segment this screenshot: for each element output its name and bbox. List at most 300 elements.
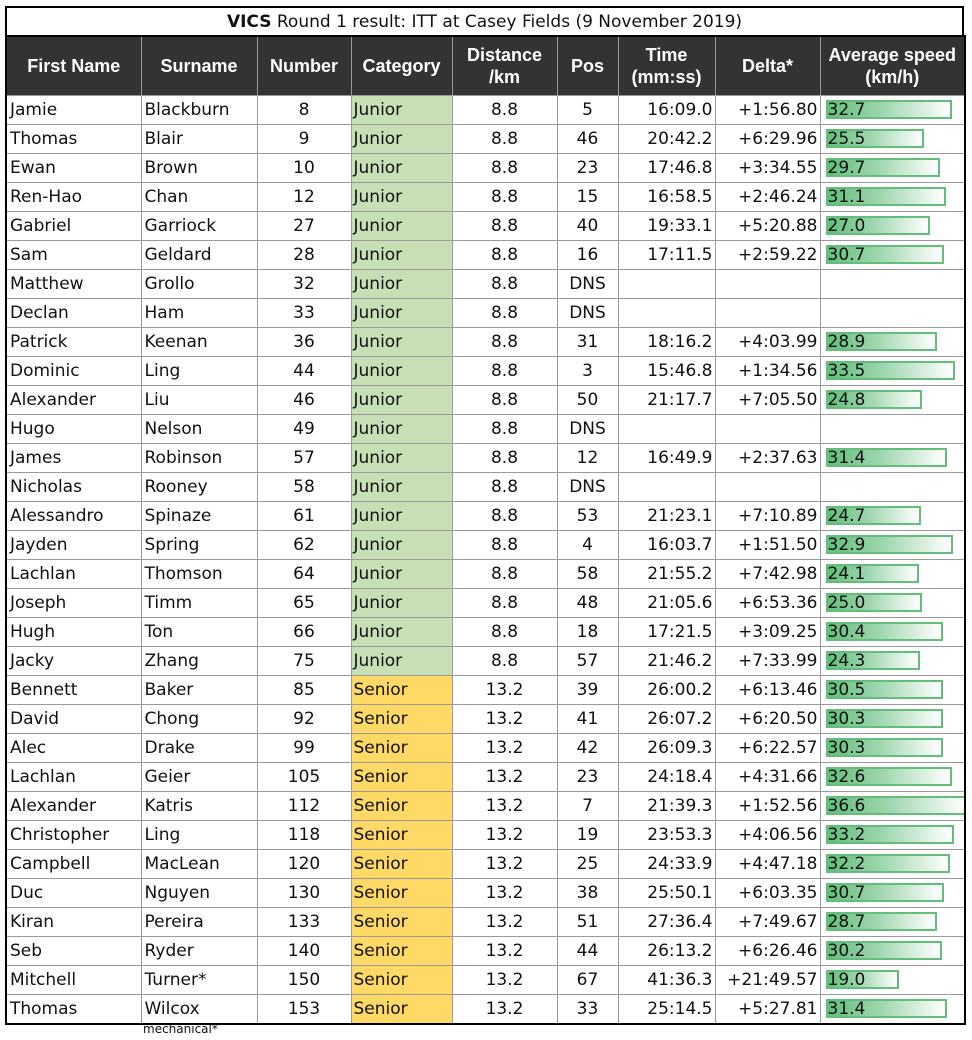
cell-time[interactable]: 16:49.9 — [618, 444, 715, 473]
header-surname[interactable]: Surname — [141, 36, 257, 96]
cell-average-speed[interactable] — [820, 299, 965, 328]
cell-distance[interactable]: 8.8 — [452, 357, 557, 386]
cell-delta[interactable] — [715, 299, 820, 328]
cell-delta[interactable]: +7:10.89 — [715, 502, 820, 531]
cell-time[interactable]: 16:03.7 — [618, 531, 715, 560]
cell-distance[interactable]: 13.2 — [452, 792, 557, 821]
cell-surname[interactable]: Baker — [141, 676, 257, 705]
cell-delta[interactable]: +5:20.88 — [715, 212, 820, 241]
cell-first-name[interactable]: Declan — [6, 299, 141, 328]
speed-databar-wrap — [826, 563, 965, 585]
cell-surname[interactable]: Geldard — [141, 241, 257, 270]
cell-pos[interactable]: DNS — [557, 415, 618, 444]
cell-first-name[interactable]: Christopher — [6, 821, 141, 850]
cell-category[interactable]: Junior — [351, 154, 452, 183]
cell-surname[interactable]: Ling — [141, 357, 257, 386]
cell-distance[interactable]: 8.8 — [452, 386, 557, 415]
cell-pos[interactable]: 53 — [557, 502, 618, 531]
cell-surname[interactable]: Garriock — [141, 212, 257, 241]
cell-category[interactable]: Senior — [351, 763, 452, 792]
cell-surname[interactable]: Wilcox — [141, 995, 257, 1025]
cell-time[interactable]: 21:46.2 — [618, 647, 715, 676]
cell-number[interactable]: 8 — [257, 96, 351, 125]
cell-time[interactable]: 15:46.8 — [618, 357, 715, 386]
cell-average-speed[interactable] — [820, 473, 965, 502]
cell-surname[interactable]: Nguyen — [141, 879, 257, 908]
cell-surname[interactable]: Blackburn — [141, 96, 257, 125]
cell-delta[interactable]: +6:26.46 — [715, 937, 820, 966]
cell-distance[interactable]: 8.8 — [452, 502, 557, 531]
cell-pos[interactable]: 4 — [557, 531, 618, 560]
cell-pos[interactable]: 41 — [557, 705, 618, 734]
cell-average-speed[interactable] — [820, 850, 965, 879]
cell-pos[interactable]: 58 — [557, 560, 618, 589]
cell-average-speed[interactable] — [820, 879, 965, 908]
cell-distance[interactable]: 13.2 — [452, 937, 557, 966]
cell-distance[interactable]: 8.8 — [452, 647, 557, 676]
cell-category[interactable]: Junior — [351, 183, 452, 212]
cell-first-name[interactable]: Thomas — [6, 125, 141, 154]
cell-distance[interactable]: 13.2 — [452, 705, 557, 734]
cell-number[interactable]: 57 — [257, 444, 351, 473]
cell-delta[interactable]: +4:47.18 — [715, 850, 820, 879]
cell-pos[interactable]: 19 — [557, 821, 618, 850]
header-delta[interactable]: Delta* — [715, 36, 820, 96]
table-row — [6, 96, 965, 125]
cell-time[interactable] — [618, 270, 715, 299]
cell-first-name[interactable]: Hugh — [6, 618, 141, 647]
cell-average-speed[interactable] — [820, 270, 965, 299]
cell-average-speed[interactable] — [820, 328, 965, 357]
cell-first-name[interactable]: Bennett — [6, 676, 141, 705]
cell-surname[interactable]: Thomson — [141, 560, 257, 589]
cell-number[interactable]: 33 — [257, 299, 351, 328]
cell-average-speed[interactable] — [820, 705, 965, 734]
cell-surname[interactable]: Chong — [141, 705, 257, 734]
cell-category[interactable]: Senior — [351, 879, 452, 908]
cell-average-speed[interactable] — [820, 212, 965, 241]
cell-pos[interactable]: 39 — [557, 676, 618, 705]
cell-average-speed[interactable] — [820, 96, 965, 125]
cell-distance[interactable]: 8.8 — [452, 589, 557, 618]
cell-number[interactable]: 153 — [257, 995, 351, 1025]
cell-number[interactable]: 75 — [257, 647, 351, 676]
cell-delta[interactable] — [715, 473, 820, 502]
cell-average-speed[interactable] — [820, 937, 965, 966]
cell-delta[interactable] — [715, 270, 820, 299]
cell-average-speed[interactable] — [820, 676, 965, 705]
cell-distance[interactable]: 8.8 — [452, 560, 557, 589]
cell-distance[interactable]: 8.8 — [452, 473, 557, 502]
cell-average-speed[interactable] — [820, 589, 965, 618]
cell-delta[interactable]: +5:27.81 — [715, 995, 820, 1025]
header-category[interactable]: Category — [351, 36, 452, 96]
cell-first-name[interactable]: Jacky — [6, 647, 141, 676]
cell-distance[interactable]: 8.8 — [452, 183, 557, 212]
cell-category[interactable]: Senior — [351, 995, 452, 1025]
cell-surname[interactable]: Turner* — [141, 966, 257, 995]
cell-time[interactable]: 16:58.5 — [618, 183, 715, 212]
header-pos[interactable]: Pos — [557, 36, 618, 96]
cell-pos[interactable]: DNS — [557, 270, 618, 299]
cell-distance[interactable]: 13.2 — [452, 908, 557, 937]
cell-average-speed[interactable] — [820, 763, 965, 792]
cell-first-name[interactable]: Lachlan — [6, 560, 141, 589]
cell-average-speed[interactable] — [820, 357, 965, 386]
cell-number[interactable]: 10 — [257, 154, 351, 183]
cell-pos[interactable]: 16 — [557, 241, 618, 270]
cell-first-name[interactable]: Lachlan — [6, 763, 141, 792]
cell-delta[interactable]: +6:13.46 — [715, 676, 820, 705]
cell-delta[interactable]: +2:46.24 — [715, 183, 820, 212]
cell-distance[interactable]: 8.8 — [452, 270, 557, 299]
cell-distance[interactable]: 8.8 — [452, 618, 557, 647]
cell-distance[interactable]: 8.8 — [452, 154, 557, 183]
cell-number[interactable]: 133 — [257, 908, 351, 937]
cell-number[interactable]: 58 — [257, 473, 351, 502]
cell-distance[interactable]: 8.8 — [452, 212, 557, 241]
cell-number[interactable]: 65 — [257, 589, 351, 618]
header-number[interactable]: Number — [257, 36, 351, 96]
cell-pos[interactable]: 57 — [557, 647, 618, 676]
cell-delta[interactable]: +4:06.56 — [715, 821, 820, 850]
cell-average-speed[interactable] — [820, 560, 965, 589]
cell-pos[interactable]: 12 — [557, 444, 618, 473]
cell-delta[interactable]: +1:51.50 — [715, 531, 820, 560]
cell-time[interactable]: 21:39.3 — [618, 792, 715, 821]
cell-pos[interactable]: 23 — [557, 154, 618, 183]
cell-time[interactable]: 41:36.3 — [618, 966, 715, 995]
cell-time[interactable] — [618, 473, 715, 502]
cell-category[interactable]: Junior — [351, 444, 452, 473]
cell-average-speed[interactable] — [820, 502, 965, 531]
cell-surname[interactable]: Drake — [141, 734, 257, 763]
cell-time[interactable]: 21:55.2 — [618, 560, 715, 589]
cell-delta[interactable]: +2:59.22 — [715, 241, 820, 270]
cell-average-speed[interactable] — [820, 734, 965, 763]
cell-distance[interactable]: 13.2 — [452, 676, 557, 705]
cell-surname[interactable]: Zhang — [141, 647, 257, 676]
cell-time[interactable]: 24:18.4 — [618, 763, 715, 792]
cell-category[interactable]: Junior — [351, 125, 452, 154]
cell-average-speed[interactable] — [820, 618, 965, 647]
cell-category[interactable]: Senior — [351, 821, 452, 850]
cell-delta[interactable]: +1:34.56 — [715, 357, 820, 386]
cell-time[interactable]: 17:46.8 — [618, 154, 715, 183]
cell-pos[interactable]: 46 — [557, 125, 618, 154]
cell-first-name[interactable]: Alexander — [6, 386, 141, 415]
cell-category[interactable]: Junior — [351, 96, 452, 125]
cell-first-name[interactable]: Matthew — [6, 270, 141, 299]
cell-time[interactable]: 26:00.2 — [618, 676, 715, 705]
cell-average-speed[interactable] — [820, 995, 965, 1025]
cell-number[interactable]: 130 — [257, 879, 351, 908]
cell-number[interactable]: 64 — [257, 560, 351, 589]
cell-average-speed[interactable] — [820, 415, 965, 444]
cell-number[interactable]: 44 — [257, 357, 351, 386]
cell-first-name[interactable]: Sam — [6, 241, 141, 270]
cell-number[interactable]: 99 — [257, 734, 351, 763]
cell-delta[interactable] — [715, 415, 820, 444]
cell-distance[interactable]: 8.8 — [452, 299, 557, 328]
cell-distance[interactable]: 8.8 — [452, 328, 557, 357]
cell-delta[interactable]: +6:29.96 — [715, 125, 820, 154]
cell-time[interactable] — [618, 299, 715, 328]
cell-time[interactable]: 24:33.9 — [618, 850, 715, 879]
cell-surname[interactable]: MacLean — [141, 850, 257, 879]
cell-number[interactable]: 36 — [257, 328, 351, 357]
cell-category[interactable]: Junior — [351, 357, 452, 386]
cell-average-speed[interactable] — [820, 444, 965, 473]
cell-category[interactable]: Junior — [351, 299, 452, 328]
cell-number[interactable]: 150 — [257, 966, 351, 995]
cell-first-name[interactable]: Nicholas — [6, 473, 141, 502]
cell-time[interactable]: 20:42.2 — [618, 125, 715, 154]
cell-delta[interactable]: +4:31.66 — [715, 763, 820, 792]
cell-delta[interactable]: +7:42.98 — [715, 560, 820, 589]
cell-distance[interactable]: 13.2 — [452, 734, 557, 763]
cell-first-name[interactable]: Thomas — [6, 995, 141, 1025]
cell-distance[interactable]: 13.2 — [452, 850, 557, 879]
cell-time[interactable]: 16:09.0 — [618, 96, 715, 125]
header-distance[interactable]: Distance /km — [452, 36, 557, 96]
cell-first-name[interactable]: Ren-Hao — [6, 183, 141, 212]
cell-time[interactable]: 21:17.7 — [618, 386, 715, 415]
cell-delta[interactable]: +1:52.56 — [715, 792, 820, 821]
cell-pos[interactable]: 48 — [557, 589, 618, 618]
cell-number[interactable]: 46 — [257, 386, 351, 415]
cell-pos[interactable]: 23 — [557, 763, 618, 792]
cell-category[interactable]: Junior — [351, 415, 452, 444]
cell-distance[interactable]: 8.8 — [452, 96, 557, 125]
cell-category[interactable]: Junior — [351, 502, 452, 531]
cell-distance[interactable]: 13.2 — [452, 821, 557, 850]
cell-category[interactable]: Junior — [351, 212, 452, 241]
cell-delta[interactable]: +3:09.25 — [715, 618, 820, 647]
cell-category[interactable]: Junior — [351, 647, 452, 676]
header-first-name[interactable]: First Name — [6, 36, 141, 96]
cell-average-speed[interactable] — [820, 821, 965, 850]
cell-category[interactable]: Senior — [351, 734, 452, 763]
cell-category[interactable]: Junior — [351, 270, 452, 299]
cell-average-speed[interactable] — [820, 966, 965, 995]
header-average-speed[interactable]: Average speed (km/h) — [820, 36, 965, 96]
cell-first-name[interactable]: Dominic — [6, 357, 141, 386]
cell-average-speed[interactable] — [820, 154, 965, 183]
cell-category[interactable]: Junior — [351, 386, 452, 415]
cell-surname[interactable]: Katris — [141, 792, 257, 821]
cell-first-name[interactable]: James — [6, 444, 141, 473]
cell-delta[interactable]: +7:33.99 — [715, 647, 820, 676]
cell-first-name[interactable]: Ewan — [6, 154, 141, 183]
cell-time[interactable]: 25:50.1 — [618, 879, 715, 908]
cell-category[interactable]: Junior — [351, 473, 452, 502]
cell-delta[interactable]: +7:05.50 — [715, 386, 820, 415]
cell-surname[interactable]: Spring — [141, 531, 257, 560]
cell-number[interactable]: 28 — [257, 241, 351, 270]
cell-distance[interactable]: 8.8 — [452, 415, 557, 444]
cell-average-speed[interactable] — [820, 386, 965, 415]
cell-average-speed[interactable] — [820, 908, 965, 937]
cell-number[interactable]: 62 — [257, 531, 351, 560]
cell-category[interactable]: Senior — [351, 850, 452, 879]
cell-surname[interactable]: Pereira — [141, 908, 257, 937]
cell-number[interactable]: 112 — [257, 792, 351, 821]
cell-pos[interactable]: 50 — [557, 386, 618, 415]
cell-delta[interactable]: +7:49.67 — [715, 908, 820, 937]
cell-time[interactable]: 23:53.3 — [618, 821, 715, 850]
cell-number[interactable]: 92 — [257, 705, 351, 734]
cell-pos[interactable]: 33 — [557, 995, 618, 1025]
cell-time[interactable]: 17:21.5 — [618, 618, 715, 647]
cell-delta[interactable]: +3:34.55 — [715, 154, 820, 183]
cell-distance[interactable]: 8.8 — [452, 531, 557, 560]
cell-number[interactable]: 120 — [257, 850, 351, 879]
cell-surname[interactable]: Rooney — [141, 473, 257, 502]
cell-category[interactable]: Junior — [351, 618, 452, 647]
cell-number[interactable]: 85 — [257, 676, 351, 705]
cell-first-name[interactable]: Jayden — [6, 531, 141, 560]
cell-surname[interactable]: Grollo — [141, 270, 257, 299]
cell-delta[interactable]: +21:49.57 — [715, 966, 820, 995]
cell-time[interactable]: 19:33.1 — [618, 212, 715, 241]
cell-number[interactable]: 105 — [257, 763, 351, 792]
speed-value: 24.3 — [827, 651, 866, 671]
cell-category[interactable]: Senior — [351, 966, 452, 995]
cell-first-name[interactable]: Mitchell — [6, 966, 141, 995]
cell-surname[interactable]: Geier — [141, 763, 257, 792]
cell-pos[interactable]: 5 — [557, 96, 618, 125]
cell-distance[interactable]: 13.2 — [452, 995, 557, 1025]
cell-number[interactable]: 27 — [257, 212, 351, 241]
cell-pos[interactable]: 15 — [557, 183, 618, 212]
cell-average-speed[interactable] — [820, 241, 965, 270]
cell-first-name[interactable]: Alexander — [6, 792, 141, 821]
cell-pos[interactable]: DNS — [557, 473, 618, 502]
cell-time[interactable]: 17:11.5 — [618, 241, 715, 270]
cell-category[interactable]: Junior — [351, 589, 452, 618]
cell-distance[interactable]: 13.2 — [452, 763, 557, 792]
cell-time[interactable]: 26:09.3 — [618, 734, 715, 763]
cell-pos[interactable]: 44 — [557, 937, 618, 966]
cell-first-name[interactable]: Hugo — [6, 415, 141, 444]
cell-number[interactable]: 12 — [257, 183, 351, 212]
cell-first-name[interactable]: Seb — [6, 937, 141, 966]
cell-number[interactable]: 140 — [257, 937, 351, 966]
cell-pos[interactable]: 38 — [557, 879, 618, 908]
cell-pos[interactable]: 67 — [557, 966, 618, 995]
cell-first-name[interactable]: Gabriel — [6, 212, 141, 241]
cell-first-name[interactable]: Duc — [6, 879, 141, 908]
cell-pos[interactable]: DNS — [557, 299, 618, 328]
cell-delta[interactable]: +1:56.80 — [715, 96, 820, 125]
cell-category[interactable]: Senior — [351, 676, 452, 705]
cell-time[interactable]: 18:16.2 — [618, 328, 715, 357]
cell-first-name[interactable]: Alec — [6, 734, 141, 763]
cell-time[interactable]: 25:14.5 — [618, 995, 715, 1025]
cell-distance[interactable]: 13.2 — [452, 879, 557, 908]
cell-average-speed[interactable] — [820, 125, 965, 154]
cell-pos[interactable]: 42 — [557, 734, 618, 763]
cell-first-name[interactable]: Alessandro — [6, 502, 141, 531]
cell-pos[interactable]: 7 — [557, 792, 618, 821]
cell-time[interactable]: 26:07.2 — [618, 705, 715, 734]
cell-delta[interactable]: +2:37.63 — [715, 444, 820, 473]
cell-surname[interactable]: Nelson — [141, 415, 257, 444]
cell-number[interactable]: 66 — [257, 618, 351, 647]
cell-category[interactable]: Senior — [351, 705, 452, 734]
cell-surname[interactable]: Timm — [141, 589, 257, 618]
cell-average-speed[interactable] — [820, 183, 965, 212]
cell-pos[interactable]: 25 — [557, 850, 618, 879]
cell-number[interactable]: 32 — [257, 270, 351, 299]
cell-average-speed[interactable] — [820, 792, 965, 821]
cell-category[interactable]: Senior — [351, 792, 452, 821]
header-time[interactable]: Time (mm:ss) — [618, 36, 715, 96]
cell-category[interactable]: Junior — [351, 241, 452, 270]
cell-pos[interactable]: 51 — [557, 908, 618, 937]
cell-delta[interactable]: +6:22.57 — [715, 734, 820, 763]
cell-delta[interactable]: +6:03.35 — [715, 879, 820, 908]
cell-first-name[interactable]: David — [6, 705, 141, 734]
cell-surname[interactable]: Keenan — [141, 328, 257, 357]
cell-number[interactable]: 49 — [257, 415, 351, 444]
cell-surname[interactable]: Chan — [141, 183, 257, 212]
cell-number[interactable]: 118 — [257, 821, 351, 850]
cell-delta[interactable]: +6:53.36 — [715, 589, 820, 618]
cell-delta[interactable]: +6:20.50 — [715, 705, 820, 734]
cell-surname[interactable]: Liu — [141, 386, 257, 415]
cell-distance[interactable]: 8.8 — [452, 444, 557, 473]
cell-time[interactable]: 21:05.6 — [618, 589, 715, 618]
cell-pos[interactable]: 18 — [557, 618, 618, 647]
cell-time[interactable]: 21:23.1 — [618, 502, 715, 531]
cell-pos[interactable]: 31 — [557, 328, 618, 357]
cell-surname[interactable]: Robinson — [141, 444, 257, 473]
cell-first-name[interactable]: Joseph — [6, 589, 141, 618]
cell-first-name[interactable]: Jamie — [6, 96, 141, 125]
cell-time[interactable] — [618, 415, 715, 444]
cell-number[interactable]: 9 — [257, 125, 351, 154]
cell-surname[interactable]: Spinaze — [141, 502, 257, 531]
cell-first-name[interactable]: Patrick — [6, 328, 141, 357]
cell-category[interactable]: Senior — [351, 908, 452, 937]
cell-category[interactable]: Junior — [351, 531, 452, 560]
cell-surname[interactable]: Ham — [141, 299, 257, 328]
cell-pos[interactable]: 40 — [557, 212, 618, 241]
cell-time[interactable]: 26:13.2 — [618, 937, 715, 966]
cell-surname[interactable]: Brown — [141, 154, 257, 183]
cell-first-name[interactable]: Kiran — [6, 908, 141, 937]
cell-surname[interactable]: Ling — [141, 821, 257, 850]
cell-time[interactable]: 27:36.4 — [618, 908, 715, 937]
cell-distance[interactable]: 8.8 — [452, 241, 557, 270]
cell-surname[interactable]: Blair — [141, 125, 257, 154]
cell-first-name[interactable]: Campbell — [6, 850, 141, 879]
cell-delta[interactable]: +4:03.99 — [715, 328, 820, 357]
cell-category[interactable]: Junior — [351, 560, 452, 589]
cell-number[interactable]: 61 — [257, 502, 351, 531]
cell-average-speed[interactable] — [820, 531, 965, 560]
cell-distance[interactable]: 13.2 — [452, 966, 557, 995]
cell-surname[interactable]: Ryder — [141, 937, 257, 966]
cell-pos[interactable]: 3 — [557, 357, 618, 386]
cell-category[interactable]: Senior — [351, 937, 452, 966]
cell-average-speed[interactable] — [820, 647, 965, 676]
cell-surname[interactable]: Ton — [141, 618, 257, 647]
cell-distance[interactable]: 8.8 — [452, 125, 557, 154]
cell-category[interactable]: Junior — [351, 328, 452, 357]
